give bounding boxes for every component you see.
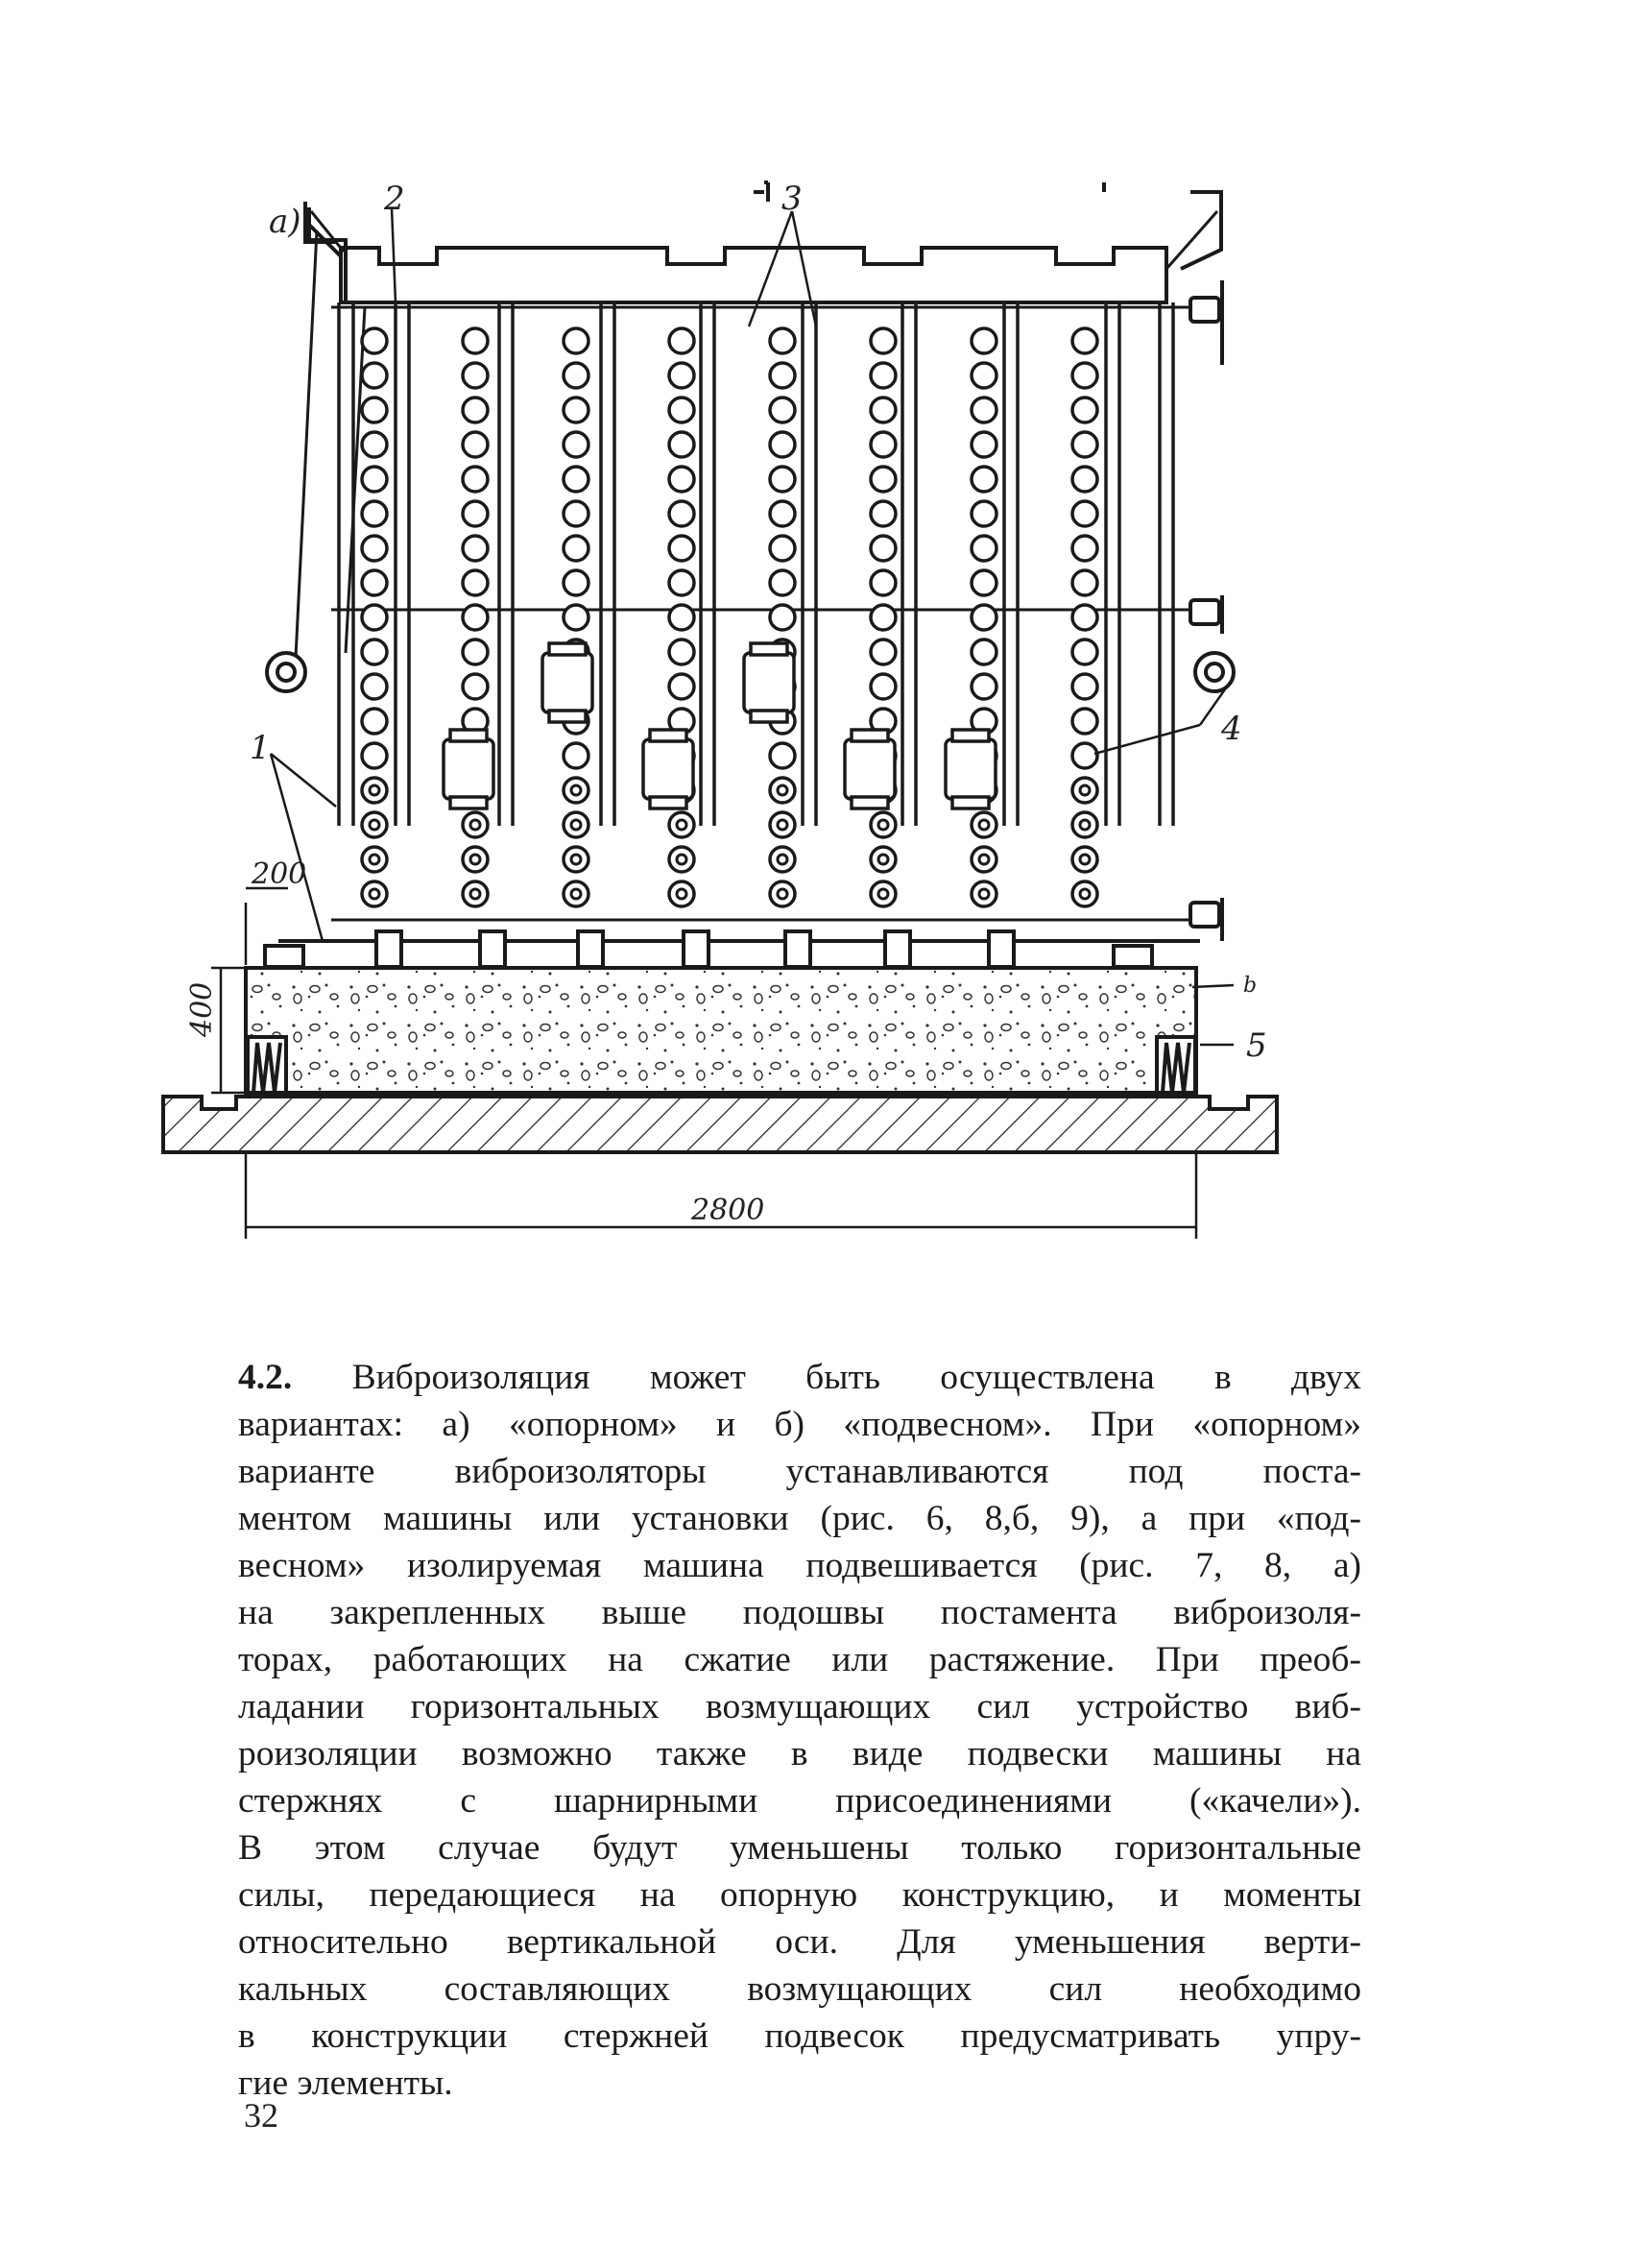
chain-ring [770, 501, 795, 526]
chain-ring [362, 881, 387, 906]
chain-ring [669, 570, 694, 595]
ground [163, 1097, 1277, 1152]
chain-ring [463, 674, 488, 699]
chain-ring [564, 778, 588, 803]
chain-ring [1072, 501, 1097, 526]
text-line: весном» изолируемая машина подвешивается (рис. 7, 8, а) [238, 1546, 1361, 1585]
chain-ring [463, 605, 488, 630]
chain-ring [770, 467, 795, 492]
chain-ring [463, 501, 488, 526]
chain-ring [669, 674, 694, 699]
dimension-400: 400 [185, 981, 219, 1037]
chain-ring [362, 570, 387, 595]
chain-ring [871, 536, 896, 561]
text-line: ладании горизонтальных возмущающих сил устройство виб- [238, 1687, 1361, 1726]
chain-ring [564, 812, 588, 837]
callout-1: 1 [250, 729, 271, 767]
text-line: силы, передающиеся на опорную конструкцию, и моменты [238, 1875, 1361, 1915]
chain-ring [669, 467, 694, 492]
chain-ring [564, 536, 588, 561]
chain-ring [972, 328, 997, 353]
chain-ring [362, 709, 387, 734]
chain-ring [564, 328, 588, 353]
chain-ring [362, 536, 387, 561]
callout-3: 3 [781, 180, 803, 218]
chain-ring [972, 639, 997, 664]
text-line: кальных составляющих возмущающих сил необходимо [238, 1969, 1361, 2009]
vibration-isolation-figure [185, 173, 1354, 1248]
chain-ring [972, 812, 997, 837]
chain-ring [871, 432, 896, 457]
chain-ring [972, 570, 997, 595]
chain-ring [871, 812, 896, 837]
chain-ring [564, 363, 588, 388]
chain-ring [1072, 847, 1097, 872]
chain-ring [362, 674, 387, 699]
chain-ring [463, 570, 488, 595]
chain-ring [564, 847, 588, 872]
chain-ring [972, 881, 997, 906]
chain-ring [463, 432, 488, 457]
chain-ring [770, 812, 795, 837]
text-line: относительно вертикальной оси. Для уменьшения верти- [238, 1922, 1361, 1962]
chain-ring [1072, 639, 1097, 664]
chain-ring [362, 501, 387, 526]
callout-b: b [1243, 974, 1258, 998]
chain-ring [362, 605, 387, 630]
chain-ring [362, 467, 387, 492]
chain-ring [564, 398, 588, 422]
panel-label: a) [269, 203, 301, 241]
callout-2: 2 [384, 180, 405, 218]
chain-ring [871, 881, 896, 906]
chain-ring [770, 847, 795, 872]
dimension-200: 200 [252, 857, 307, 891]
chain-ring [770, 536, 795, 561]
chain-ring [564, 743, 588, 768]
tie-rails [331, 307, 1190, 920]
chain-ring [362, 847, 387, 872]
chain-ring [871, 501, 896, 526]
chain-ring [463, 398, 488, 422]
chain-ring [770, 432, 795, 457]
chain-ring [770, 328, 795, 353]
chain-ring [669, 639, 694, 664]
chain-ring [972, 398, 997, 422]
chain-ring [669, 398, 694, 422]
chain-ring [770, 778, 795, 803]
chain-ring [463, 536, 488, 561]
text-line: на закрепленных выше подошвы постамента виброизоля- [238, 1593, 1361, 1632]
chain-ring [362, 778, 387, 803]
chain-ring [871, 363, 896, 388]
chain-ring [362, 432, 387, 457]
text-line: В этом случае будут уменьшены только горизонтальные [238, 1828, 1361, 1868]
vibrators [444, 643, 996, 808]
top-beam [341, 248, 1166, 302]
text-line: варианте виброизоляторы устанавливаются под поста- [238, 1452, 1361, 1491]
chain-ring [564, 570, 588, 595]
chain-ring [1072, 881, 1097, 906]
chain-ring [669, 501, 694, 526]
chain-ring [972, 605, 997, 630]
chain-ring [770, 881, 795, 906]
chain-ring [871, 328, 896, 353]
chain-ring [463, 467, 488, 492]
cast-element-chains [362, 328, 1097, 906]
chain-ring [362, 398, 387, 422]
text-line: роизоляции возможно также в виде подвески машины на [238, 1734, 1361, 1773]
chain-ring [1072, 743, 1097, 768]
chain-ring [669, 432, 694, 457]
page-number: 32 [244, 2096, 278, 2135]
text-line: стержнях с шарнирными присоединениями («качели»). [238, 1781, 1361, 1821]
chain-ring [1072, 570, 1097, 595]
text-line: в конструкции стержней подвесок предусматривать упру- [238, 2016, 1361, 2056]
chain-ring [1072, 778, 1097, 803]
chain-ring [564, 501, 588, 526]
chain-ring [871, 674, 896, 699]
chain-ring [463, 812, 488, 837]
chain-ring [564, 467, 588, 492]
chain-ring [770, 398, 795, 422]
chain-ring [669, 605, 694, 630]
callout-4: 4 [1221, 710, 1242, 748]
chain-ring [770, 605, 795, 630]
chain-ring [669, 812, 694, 837]
chain-ring [871, 605, 896, 630]
callout-5: 5 [1246, 1026, 1267, 1065]
chain-ring [362, 812, 387, 837]
dimension-2800: 2800 [691, 1194, 765, 1227]
chain-ring [1072, 432, 1097, 457]
chain-ring [463, 328, 488, 353]
body-text [238, 1354, 1361, 2107]
chain-ring [871, 398, 896, 422]
chain-ring [1072, 536, 1097, 561]
chain-ring [669, 328, 694, 353]
chain-ring [564, 432, 588, 457]
chain-ring [1072, 812, 1097, 837]
chain-ring [871, 847, 896, 872]
chain-ring [1072, 467, 1097, 492]
text-line: вариантах: а) «опорном» и б) «подвесном». При «опорном» [238, 1405, 1361, 1444]
chain-ring [972, 501, 997, 526]
chain-ring [669, 363, 694, 388]
base-plate [265, 931, 1200, 967]
chain-ring [463, 639, 488, 664]
chain-ring [463, 881, 488, 906]
chain-ring [871, 467, 896, 492]
chain-ring [1072, 363, 1097, 388]
chain-ring [972, 467, 997, 492]
chain-ring [972, 674, 997, 699]
chain-ring [362, 639, 387, 664]
chain-ring [1072, 674, 1097, 699]
chain-ring [564, 605, 588, 630]
text-line: 4.2. Виброизоляция может быть осуществлена в двух [238, 1358, 1361, 1397]
chain-ring [564, 881, 588, 906]
chain-ring [871, 570, 896, 595]
chain-ring [669, 847, 694, 872]
chain-ring [362, 328, 387, 353]
chain-ring [463, 363, 488, 388]
chain-ring [1072, 605, 1097, 630]
chain-ring [770, 743, 795, 768]
chain-ring [1072, 398, 1097, 422]
chain-ring [972, 363, 997, 388]
text-line: торах, работающих на сжатие или растяжение. При преоб- [238, 1640, 1361, 1679]
chain-ring [972, 432, 997, 457]
chain-ring [770, 570, 795, 595]
chain-ring [770, 363, 795, 388]
chain-ring [871, 639, 896, 664]
chain-ring [669, 881, 694, 906]
concrete-pedestal [246, 968, 1196, 1093]
chain-ring [1072, 328, 1097, 353]
chain-ring [669, 536, 694, 561]
chain-ring [1072, 709, 1097, 734]
chain-ring [463, 847, 488, 872]
chain-ring [972, 536, 997, 561]
chain-ring [972, 847, 997, 872]
chain-ring [362, 363, 387, 388]
text-line: гие элементы. [238, 2063, 453, 2103]
section-number: 4.2. [238, 1358, 293, 1397]
chain-ring [362, 743, 387, 768]
text-line: ментом машины или установки (рис. 6, 8,б, 9), а при «под- [238, 1499, 1361, 1538]
